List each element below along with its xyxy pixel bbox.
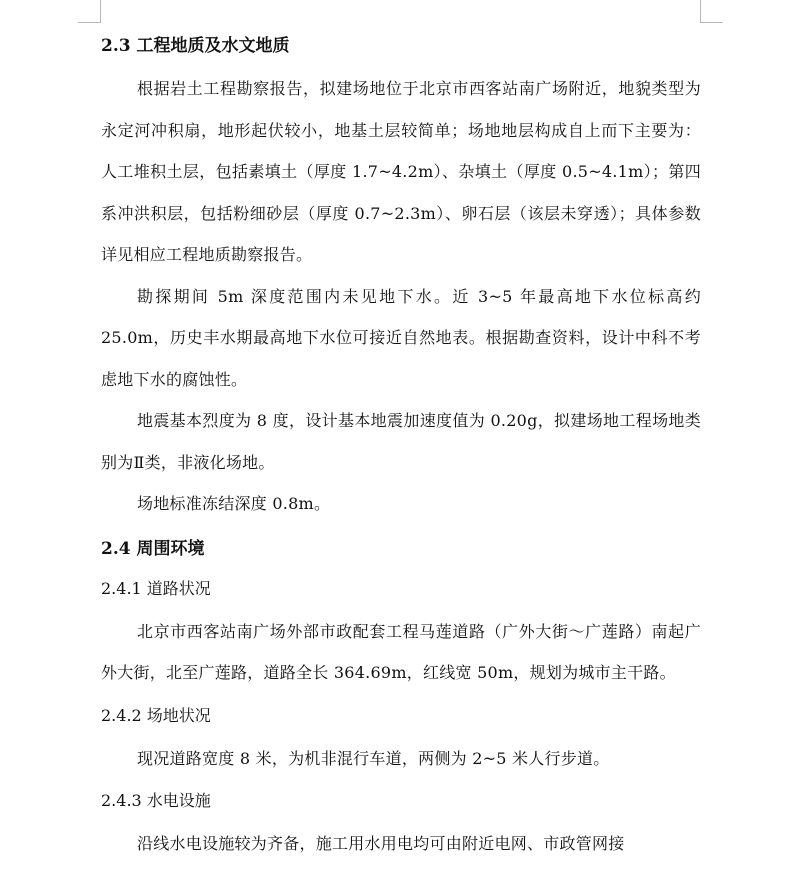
crop-mark-top-left [100, 0, 101, 22]
document-body [101, 28, 701, 865]
crop-mark-top-right [700, 22, 723, 23]
paragraph: 沿线水电设施较为齐备，施工用水用电均可由附近电网、市政管网接 [137, 834, 625, 853]
subsection-heading-2-4-3: 2.4.3 水电设施 [101, 791, 211, 810]
paragraph: 场地标准冻结深度 0.8m。 [137, 494, 331, 513]
paragraph: 现况道路宽度 8 米，为机非混行车道，两侧为 2~5 米人行步道。 [137, 748, 610, 768]
paragraph: 根据岩土工程勘察报告，拟建场地位于北京市西客站南广场附近，地貌类型为永定河冲积扇，地形起伏较小，地基土层较简单；场地地层构成自上而下主要为：人工堆积土层，包括素填土（厚度 1.7~4.2m）、杂填土（厚度 0.5~4.1m）；第四系冲洪积层，包括粉细砂层（厚度 0.7~2.3m）、卵石层（该层未穿透）；具体参数详见相应工程地质勘察报告。 [101, 79, 701, 264]
subsection-heading-2-4-2: 2.4.2 场地状况 [101, 705, 211, 725]
paragraph: 北京市西客站南广场外部市政配套工程马莲道路（广外大街～广莲路）南起广外大街，北至广莲路，道路全长 364.69m，红线宽 50m，规划为城市主干路。 [101, 621, 701, 682]
crop-mark-top-left [78, 22, 101, 23]
section-heading-2-3: 2.3 工程地质及水文地质 [101, 36, 290, 56]
section-heading-2-4: 2.4 周围环境 [101, 538, 205, 559]
paragraph: 地震基本烈度为 8 度，设计基本地震加速度值为 0.20g，拟建场地工程场地类别为Ⅱ类，非液化场地。 [101, 411, 701, 472]
crop-mark-top-right [700, 0, 701, 22]
subsection-heading-2-4-1: 2.4.1 道路状况 [101, 578, 211, 598]
paragraph: 勘探期间 5m 深度范围内未见地下水。近 3~5 年最高地下水位标高约 25.0m，历史丰水期最高地下水位可接近自然地表。根据勘查资料，设计中科不考虑地下水的腐蚀性。 [101, 286, 701, 389]
